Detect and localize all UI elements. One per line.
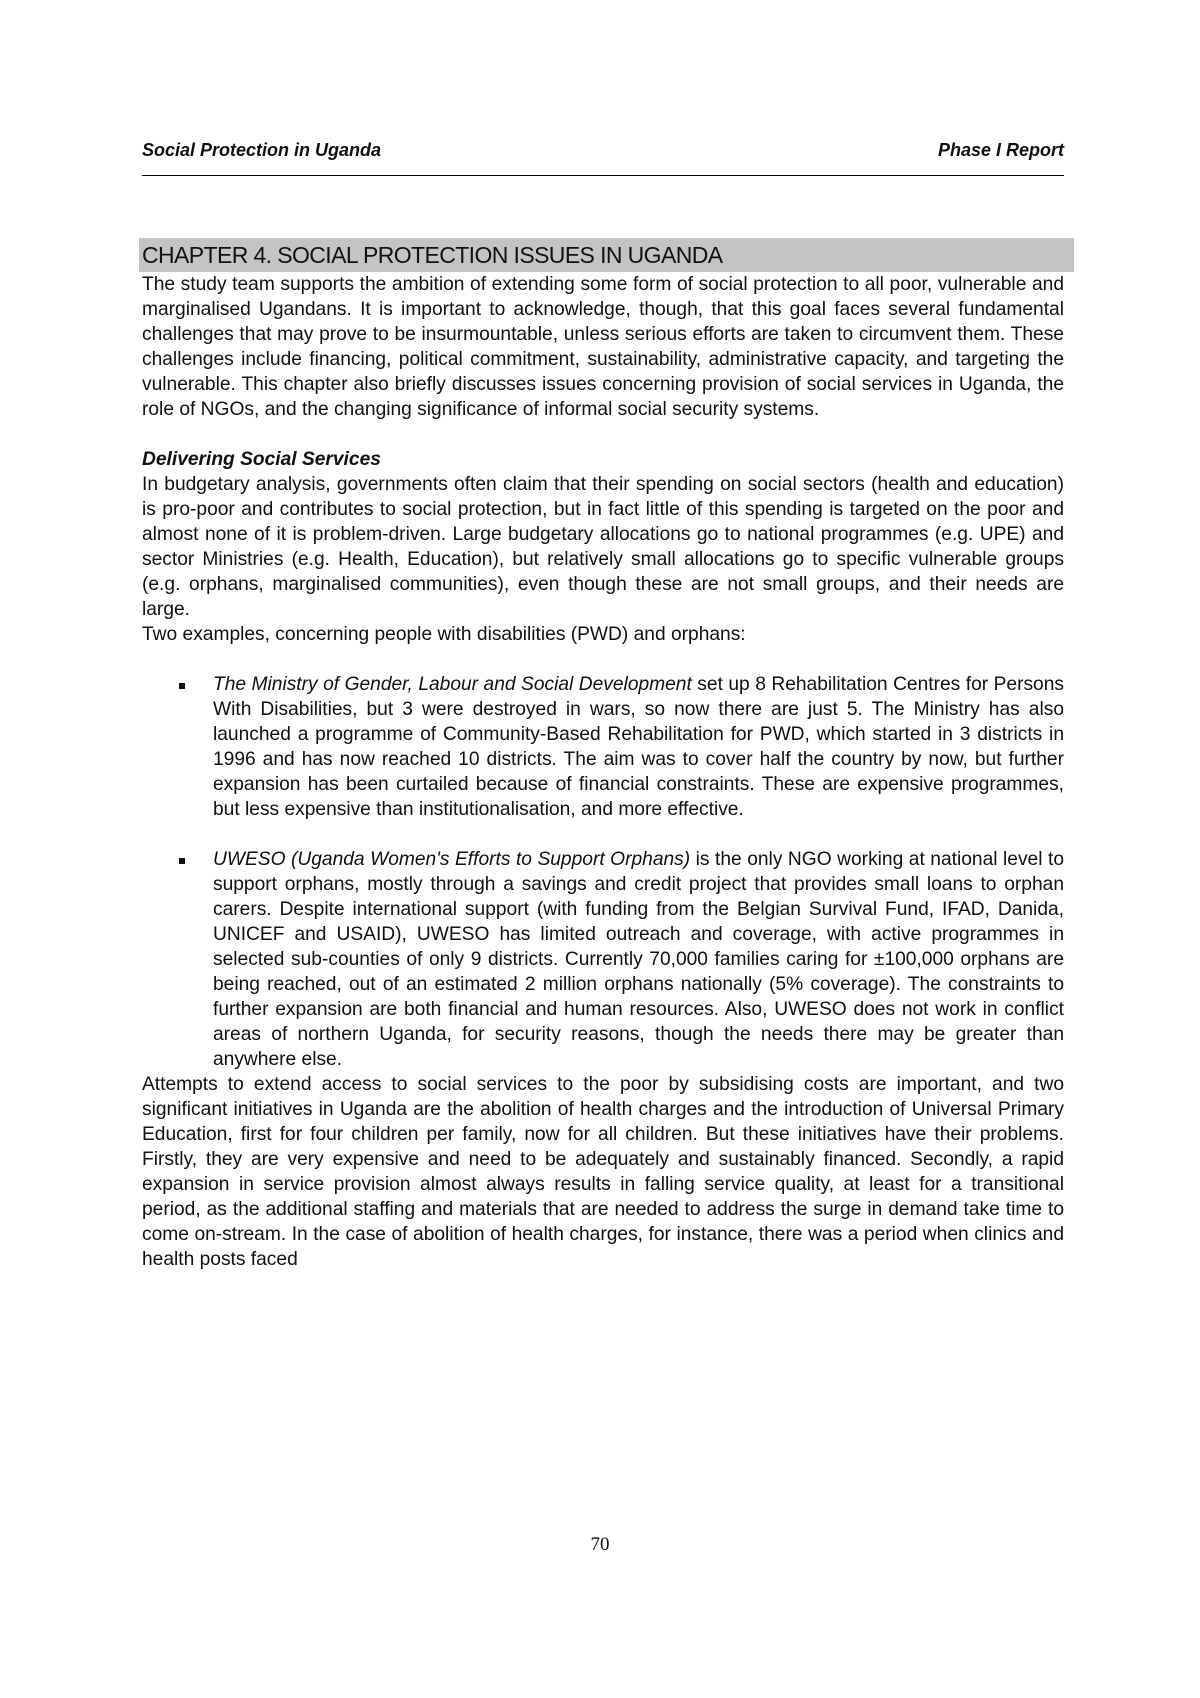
examples-intro-paragraph: Two examples, concerning people with disabilities (PWD) and orphans: [142, 624, 746, 645]
ministry-description: set up 8 Rehabilitation Centres for Persons With Disabilities, but 3 were destroyed in wars, so now there are just 5. The Ministry has also launched a programme of Community-Based Rehabilitation for PWD, which started in 3 districts in 1996 and has now reached 10 districts. The aim was to cover half the country by now, but further expansion has been curtailed because of financial constraints. These are expensive programmes, but less expensive than institutionalisation, and more effective. [213, 674, 1064, 820]
running-header [142, 140, 1064, 176]
examples-list [142, 672, 1064, 1072]
header-report-phase: Phase I Report [937, 140, 1064, 160]
square-bullet-icon [179, 858, 185, 864]
square-bullet-icon [179, 683, 185, 689]
intro-paragraph: The study team supports the ambition of extending some form of social protection to all poor, vulnerable and marginalised Ugandans. It is important to acknowledge, though, that this goal faces several fundamental challenges that may prove to be insurmountable, unless serious efforts are taken to circumvent them. These challenges include financing, political commitment, sustainability, administrative capacity, and targeting the vulnerable. This chapter also briefly discusses issues concerning provision of social services in Uganda, the role of NGOs, and the changing significance of informal social security systems. [142, 274, 1064, 420]
document-page [142, 140, 1064, 1272]
list-item-ministry [142, 672, 1064, 822]
page-number: 70 [590, 1534, 610, 1555]
header-document-title: Social Protection in Uganda [142, 140, 382, 160]
chapter-title: CHAPTER 4. SOCIAL PROTECTION ISSUES IN UGANDA [139, 238, 1074, 272]
section-heading: Delivering Social Services [142, 449, 381, 470]
uweso-description: is the only NGO working at national level to support orphans, mostly through a savings and credit project that provides small loans to orphan carers. Despite international support (with funding from the Belgian Survival Fund, IFAD, Danida, UNICEF and USAID), UWESO has limited outreach and coverage, with active programmes in selected sub-counties of only 9 districts. Currently 70,000 families caring for ±100,000 orphans are being reached, out of an estimated 2 million orphans nationally (5% coverage). The constraints to further expansion are both financial and human resources. Also, UWESO does not work in conflict areas of northern Uganda, for security reasons, though the needs there may be greater than anywhere else. [213, 849, 1064, 1070]
list-item-uweso [142, 847, 1064, 1072]
attempts-paragraph: Attempts to extend access to social services to the poor by subsidising costs are important, and two significant initiatives in Uganda are the abolition of health charges and the introduction of Universal Primary Education, first for four children per family, now for all children. But these initiatives have their problems. Firstly, they are very expensive and need to be adequately and sustainably financed. Secondly, a rapid expansion in service provision almost always results in falling service quality, at least for a transitional period, as the additional staffing and materials that are needed to address the surge in demand take time to come on-stream. In the case of abolition of health charges, for instance, there was a period when clinics and health posts faced [142, 1074, 1064, 1270]
uweso-name: UWESO (Uganda Women's Efforts to Support Orphans) [213, 849, 691, 870]
ministry-name: The Ministry of Gender, Labour and Social Development [213, 674, 692, 695]
budget-paragraph: In budgetary analysis, governments often claim that their spending on social sectors (health and education) is pro-poor and contributes to social protection, but in fact little of this spending is targeted on the poor and almost none of it is problem-driven. Large budgetary allocations go to national programmes (e.g. UPE) and sector Ministries (e.g. Health, Education), but relatively small allocations go to specific vulnerable groups (e.g. orphans, marginalised communities), even though these are not small groups, and their needs are large. [142, 474, 1064, 620]
